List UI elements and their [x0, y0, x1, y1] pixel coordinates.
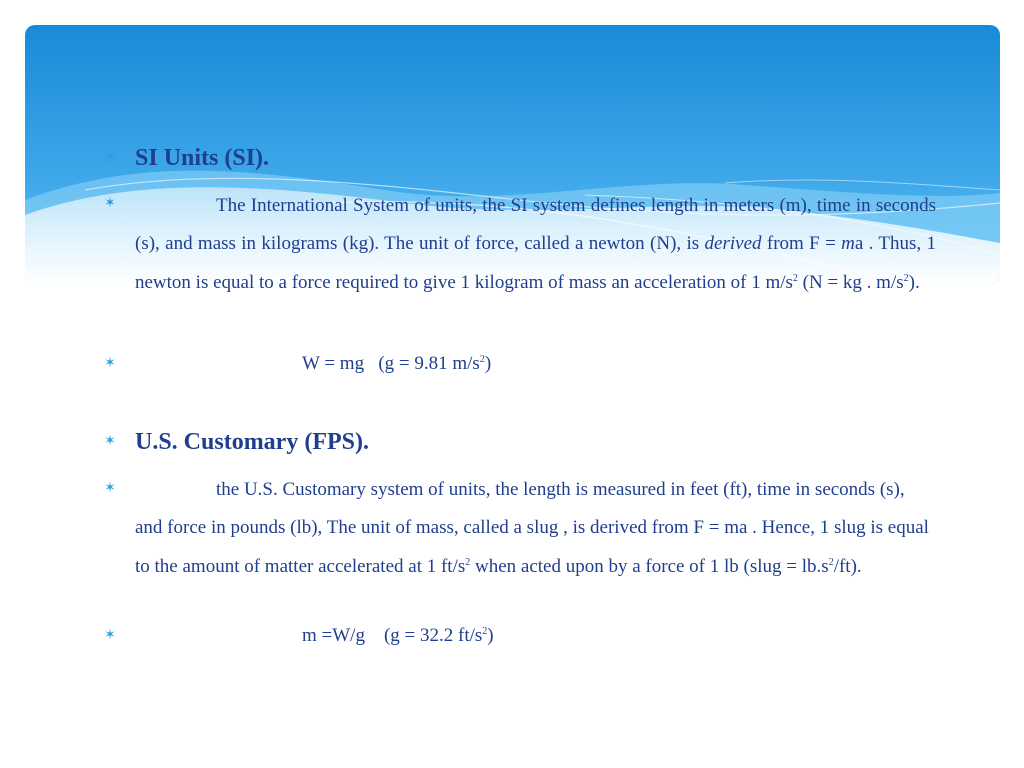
asterisk-icon: ✶ — [104, 433, 116, 449]
asterisk-icon: ✶ — [104, 150, 116, 166]
si-formula: W = mg (g = 9.81 $m/s^2$) — [302, 353, 492, 374]
asterisk-icon: ✶ — [104, 355, 116, 371]
fps-formula: m =W/g (g = 32.2 $ft/s^2$) — [302, 625, 494, 646]
asterisk-icon: ✶ — [104, 627, 116, 643]
fps-heading: U.S. Customary (FPS). — [135, 429, 369, 455]
asterisk-icon: ✶ — [104, 480, 116, 496]
si-paragraph: The International System of units, the SI system defines length in meters (m), time in seconds (s), and mass in kilograms (kg). The unit of force, called a newton (N), is derived from F = ma . Thus, 1 newton is equal to a force required to give 1 kilogram of mass an acceleration of 1 $m/s^2$ (N = kg . $m/s^2$). — [135, 195, 937, 293]
si-heading: SI Units (SI). — [135, 145, 270, 171]
asterisk-icon: ✶ — [104, 195, 116, 211]
fps-paragraph: the U.S. Customary system of units, the length is measured in feet (ft), time in seconds (s), and force in pounds (lb), The unit of mass, called a slug , is derived from F = ma . Hence, 1 slug is equal to the amount of matter accelerated at 1 $ft/s^2$ when acted upon by a force of 1 lb (slug = $lb.s^2/ft$). — [135, 479, 929, 577]
